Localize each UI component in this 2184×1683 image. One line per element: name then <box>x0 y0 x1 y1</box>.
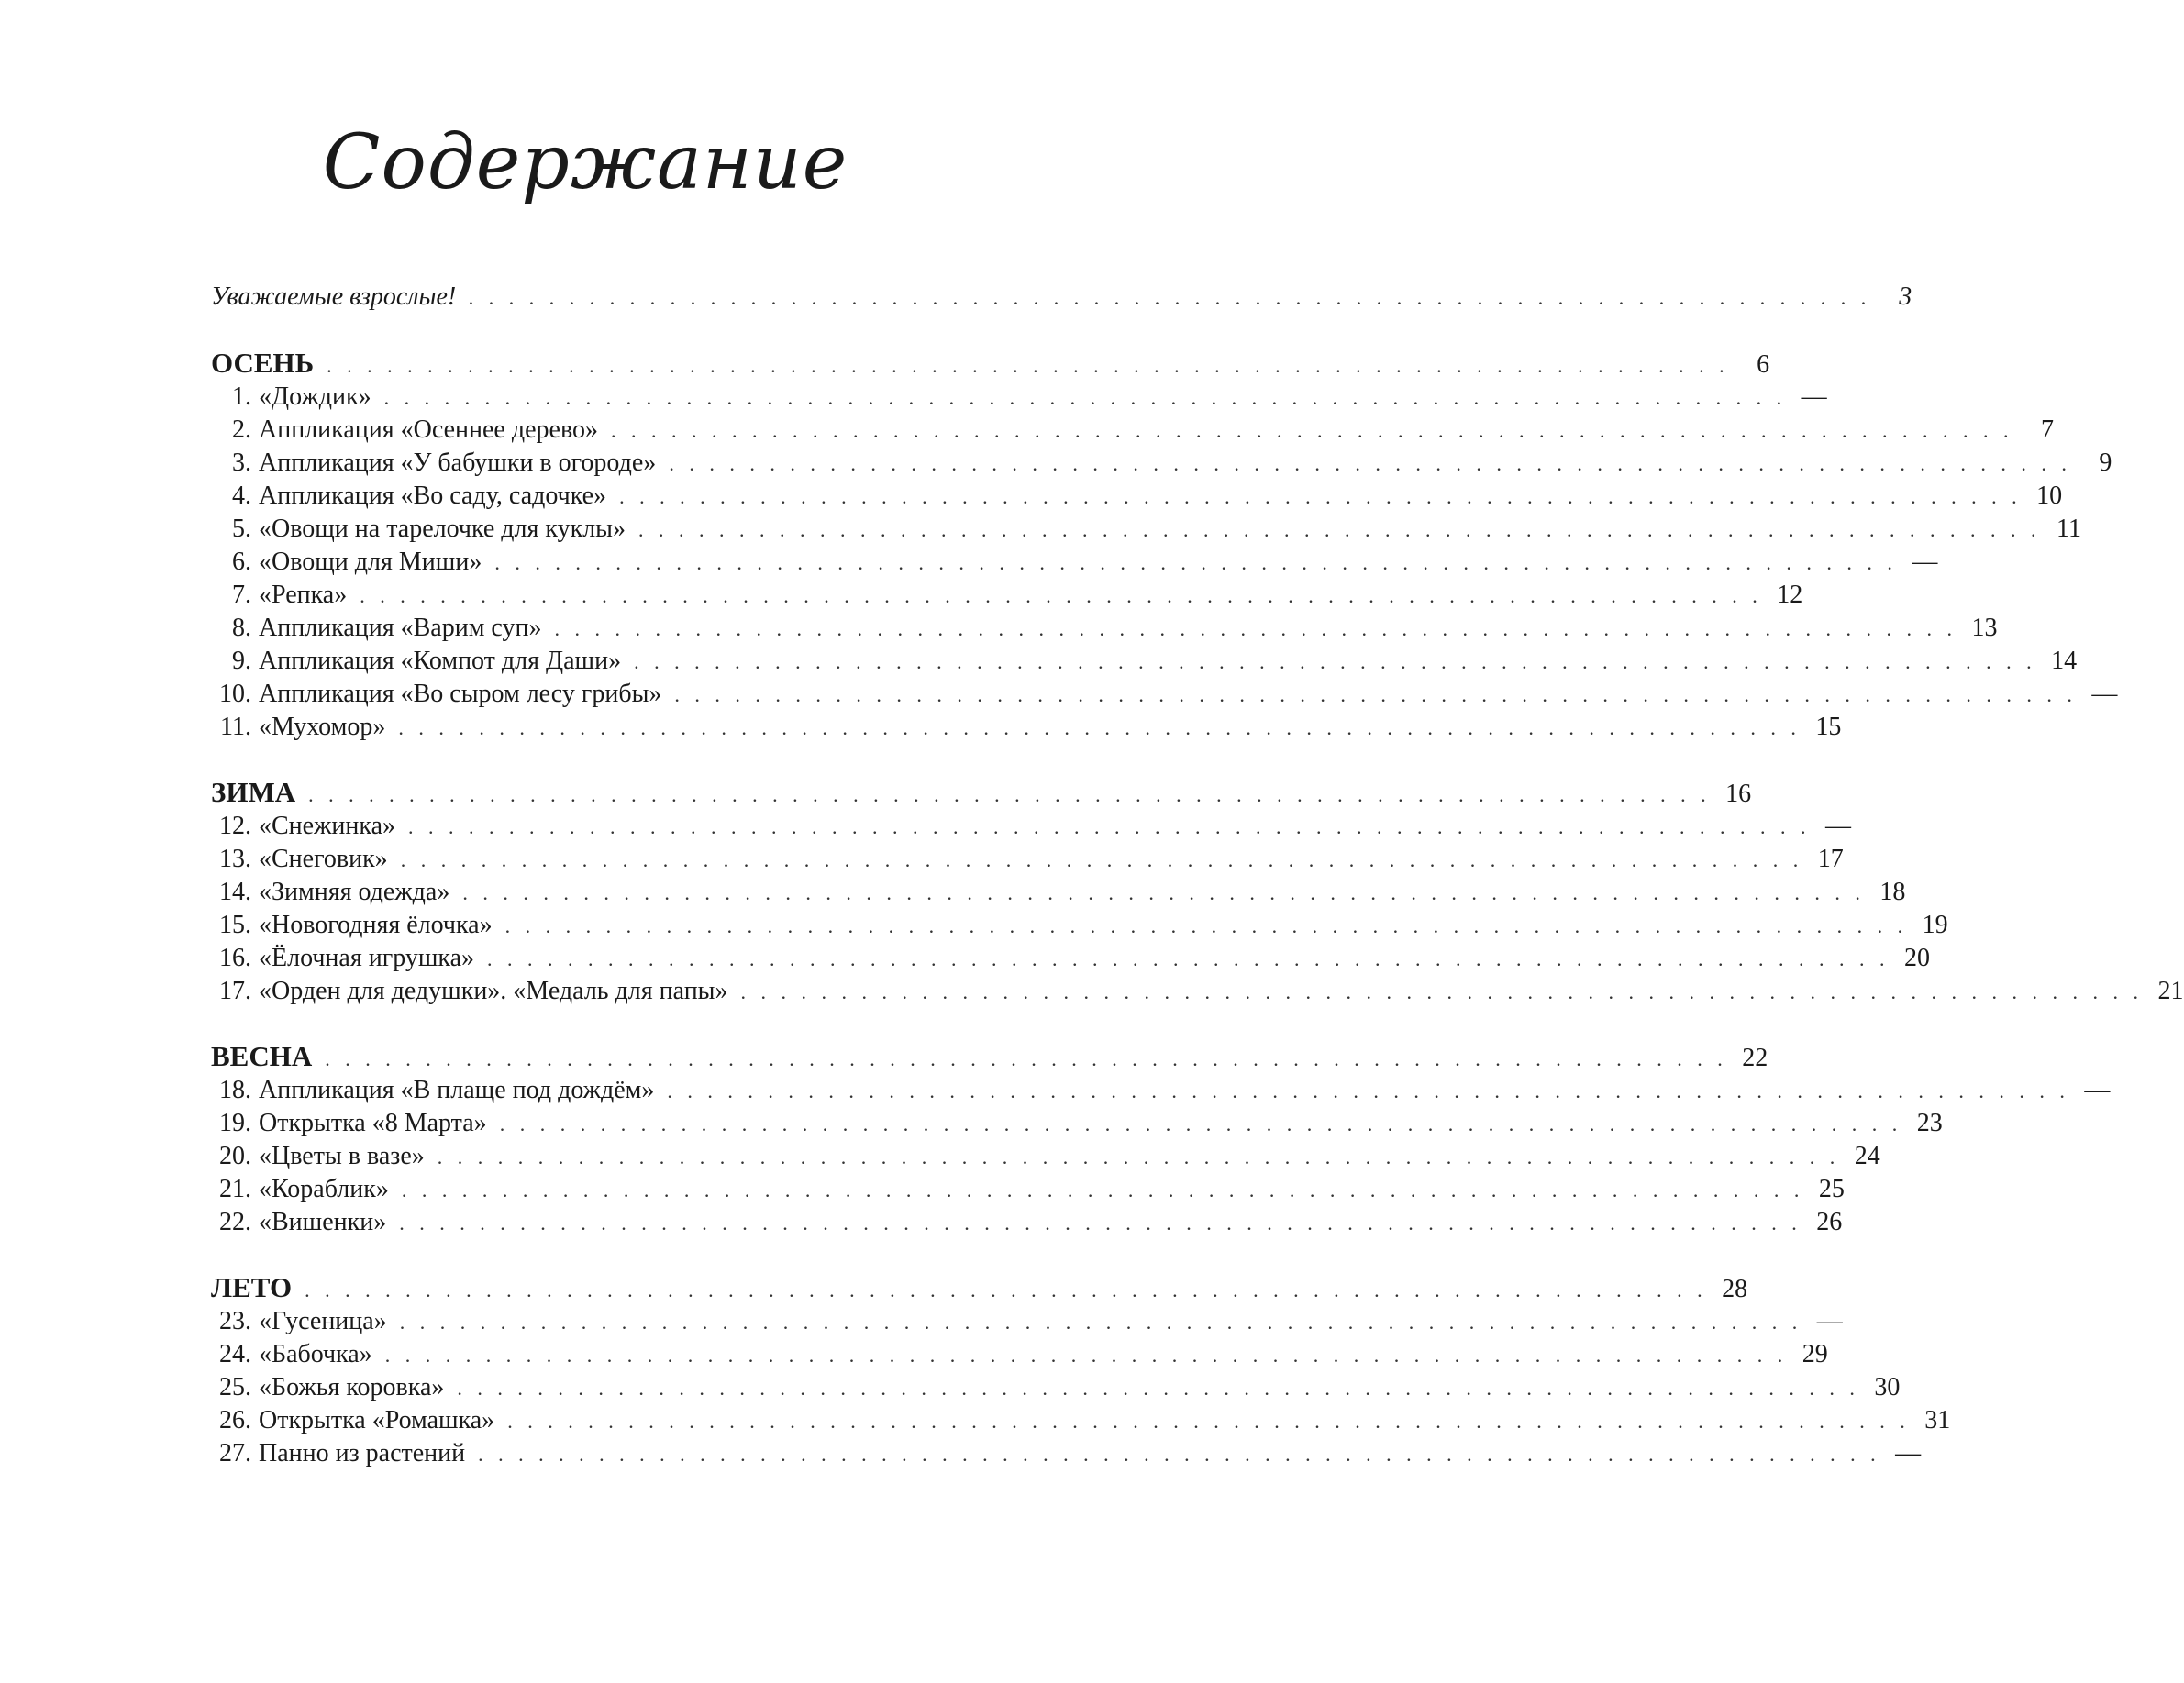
dot-leader: . . . . . . . . . . . . . . . . . . . . . . . . . . . . . . . . . . . . . . . . . . . . . . . . . . . . . . . . . . . . . . . . . . . . . . <box>325 1047 1728 1070</box>
dot-leader: . . . . . . . . . . . . . . . . . . . . . . . . . . . . . . . . . . . . . . . . . . . . . . . . . . . . . . . . . . . . . . . . . . . . . . <box>478 1443 1881 1466</box>
page-title: Содержание <box>322 119 848 206</box>
entry-page-number: 30 <box>1874 1373 1901 1401</box>
entry-number: 2. <box>232 415 251 444</box>
toc-entry[interactable] <box>211 513 2081 546</box>
entry-page-number: 14 <box>2051 647 2078 675</box>
toc-entry[interactable] <box>211 1404 1951 1437</box>
entry-page-number: 11 <box>2057 515 2081 543</box>
entry-title: «Божья коровка» <box>259 1373 445 1401</box>
entry-page-number: — <box>1912 548 1938 576</box>
dot-leader: . . . . . . . . . . . . . . . . . . . . . . . . . . . . . . . . . . . . . . . . . . . . . . . . . . . . . . . . . . . . . . . . . . . . . . <box>401 1179 1804 1201</box>
toc-entry[interactable] <box>211 1140 1880 1173</box>
entry-title: «Кораблик» <box>259 1175 389 1203</box>
entry-page-number: 25 <box>1818 1175 1845 1203</box>
entry-page-number: 17 <box>1817 845 1844 873</box>
dot-leader: . . . . . . . . . . . . . . . . . . . . . . . . . . . . . . . . . . . . . . . . . . . . . . . . . . . . . . . . . . . . . . . . . . . . . . <box>469 286 1872 309</box>
entry-page-number: 15 <box>1815 713 1842 741</box>
entry-number: 27. <box>219 1439 251 1467</box>
entry-number: 10. <box>219 680 251 708</box>
toc-entry[interactable] <box>211 1074 2111 1107</box>
entry-title: «Ёлочная игрушка» <box>259 944 474 972</box>
dot-leader: . . . . . . . . . . . . . . . . . . . . . . . . . . . . . . . . . . . . . . . . . . . . . . . . . . . . . . . . . . . . . . . . . . . . . . <box>619 485 2023 508</box>
section-heading-summer[interactable] <box>211 1270 1748 1305</box>
entry-number: 12. <box>219 812 251 840</box>
entry-page-number: 24 <box>1854 1142 1880 1170</box>
dot-leader: . . . . . . . . . . . . . . . . . . . . . . . . . . . . . . . . . . . . . . . . . . . . . . . . . . . . . . . . . . . . . . . . . . . . . . <box>494 551 1898 574</box>
entry-title: Аппликация «У бабушки в огороде» <box>259 448 657 477</box>
entry-number: 21. <box>219 1175 251 1203</box>
dot-leader: . . . . . . . . . . . . . . . . . . . . . . . . . . . . . . . . . . . . . . . . . . . . . . . . . . . . . . . . . . . . . . . . . . . . . . <box>667 1080 2070 1102</box>
dot-leader: . . . . . . . . . . . . . . . . . . . . . . . . . . . . . . . . . . . . . . . . . . . . . . . . . . . . . . . . . . . . . . . . . . . . . . <box>669 452 2072 475</box>
entry-number: 26. <box>219 1406 251 1434</box>
toc-entry[interactable] <box>211 1173 1845 1206</box>
entry-title: Аппликация «Варим суп» <box>259 614 542 642</box>
entry-number: 25. <box>219 1373 251 1401</box>
entry-title: Аппликация «В плаще под дождём» <box>259 1076 655 1104</box>
entry-page-number: 21 <box>2157 977 2184 1005</box>
section-page-number: 16 <box>1725 780 1752 808</box>
intro-text: Уважаемые взрослые! <box>211 282 457 311</box>
entry-number: 15. <box>219 911 251 939</box>
toc-entry[interactable] <box>211 579 1803 612</box>
dot-leader: . . . . . . . . . . . . . . . . . . . . . . . . . . . . . . . . . . . . . . . . . . . . . . . . . . . . . . . . . . . . . . . . . . . . . . <box>400 848 1803 871</box>
dot-leader: . . . . . . . . . . . . . . . . . . . . . . . . . . . . . . . . . . . . . . . . . . . . . . . . . . . . . . . . . . . . . . . . . . . . . . <box>462 881 1866 904</box>
entry-number: 16. <box>219 944 251 972</box>
entry-number: 11. <box>220 713 251 741</box>
toc-entry[interactable] <box>211 1107 1943 1140</box>
entry-number: 3. <box>232 448 251 477</box>
entry-title: Панно из растений <box>259 1439 466 1467</box>
entry-page-number: 9 <box>2099 448 2112 477</box>
dot-leader: . . . . . . . . . . . . . . . . . . . . . . . . . . . . . . . . . . . . . . . . . . . . . . . . . . . . . . . . . . . . . . . . . . . . . . <box>408 815 1812 838</box>
entry-page-number: — <box>2091 680 2118 708</box>
toc-entry[interactable] <box>211 909 1948 942</box>
toc-entry[interactable] <box>211 1338 1828 1371</box>
entry-title: «Снеговик» <box>259 845 388 873</box>
toc-entry[interactable] <box>211 447 2112 480</box>
toc-entry[interactable] <box>211 810 1852 843</box>
dot-leader: . . . . . . . . . . . . . . . . . . . . . . . . . . . . . . . . . . . . . . . . . . . . . . . . . . . . . . . . . . . . . . . . . . . . . . <box>507 1410 1911 1433</box>
section-title: ВЕСНА <box>211 1040 313 1072</box>
entry-title: «Овощи для Миши» <box>259 548 482 576</box>
entry-title: «Снежинка» <box>259 812 396 840</box>
entry-number: 17. <box>219 977 251 1005</box>
dot-leader: . . . . . . . . . . . . . . . . . . . . . . . . . . . . . . . . . . . . . . . . . . . . . . . . . . . . . . . . . . . . . . . . . . . . . . <box>457 1377 1860 1400</box>
entry-title: Аппликация «Во сыром лесу грибы» <box>259 680 662 708</box>
entry-number: 4. <box>232 482 251 510</box>
toc-entry[interactable] <box>211 480 2063 513</box>
entry-page-number: 31 <box>1924 1406 1951 1434</box>
entry-title: Открытка «8 Марта» <box>259 1109 487 1137</box>
entry-number: 19. <box>219 1109 251 1137</box>
entry-title: «Репка» <box>259 581 348 609</box>
toc-entry[interactable] <box>211 1305 1843 1338</box>
toc-intro-row[interactable] <box>211 280 1912 315</box>
dot-leader: . . . . . . . . . . . . . . . . . . . . . . . . . . . . . . . . . . . . . . . . . . . . . . . . . . . . . . . . . . . . . . . . . . . . . . <box>740 980 2144 1003</box>
entry-title: «Орден для дедушки». «Медаль для папы» <box>259 977 728 1005</box>
toc-entry[interactable] <box>211 645 2078 678</box>
entry-page-number: 12 <box>1777 581 1803 609</box>
entry-number: 22. <box>219 1208 251 1236</box>
entry-page-number: — <box>1816 1307 1843 1335</box>
entry-page-number: 18 <box>1879 878 1906 906</box>
entry-title: «Мухомор» <box>259 713 386 741</box>
entry-number: 23. <box>219 1307 251 1335</box>
section-page-number: 22 <box>1742 1044 1768 1072</box>
dot-leader: . . . . . . . . . . . . . . . . . . . . . . . . . . . . . . . . . . . . . . . . . . . . . . . . . . . . . . . . . . . . . . . . . . . . . . <box>634 650 2037 673</box>
dot-leader: . . . . . . . . . . . . . . . . . . . . . . . . . . . . . . . . . . . . . . . . . . . . . . . . . . . . . . . . . . . . . . . . . . . . . . <box>638 518 2041 541</box>
entry-title: Аппликация «Компот для Даши» <box>259 647 622 675</box>
toc-entry[interactable] <box>211 876 1906 909</box>
section-heading-winter[interactable] <box>211 775 1752 810</box>
entry-page-number: — <box>1801 382 1827 411</box>
entry-number: 13. <box>219 845 251 873</box>
toc-entry[interactable] <box>211 1437 1922 1470</box>
entry-title: «Цветы в вазе» <box>259 1142 425 1170</box>
entry-title: Аппликация «Во саду, садочке» <box>259 482 607 510</box>
entry-page-number: 19 <box>1922 911 1948 939</box>
entry-number: 20. <box>219 1142 251 1170</box>
entry-title: «Новогодняя ёлочка» <box>259 911 493 939</box>
entry-number: 18. <box>219 1076 251 1104</box>
dot-leader: . . . . . . . . . . . . . . . . . . . . . . . . . . . . . . . . . . . . . . . . . . . . . . . . . . . . . . . . . . . . . . . . . . . . . . <box>674 683 2078 706</box>
dot-leader: . . . . . . . . . . . . . . . . . . . . . . . . . . . . . . . . . . . . . . . . . . . . . . . . . . . . . . . . . . . . . . . . . . . . . . <box>308 783 1712 806</box>
section-heading-spring[interactable] <box>211 1039 1768 1074</box>
dot-leader: . . . . . . . . . . . . . . . . . . . . . . . . . . . . . . . . . . . . . . . . . . . . . . . . . . . . . . . . . . . . . . . . . . . . . . <box>399 1311 1802 1334</box>
section-title: ЛЕТО <box>211 1271 293 1303</box>
entry-number: 24. <box>219 1340 251 1368</box>
toc-entry[interactable] <box>211 546 1938 579</box>
table-of-contents <box>211 280 2184 1470</box>
entry-page-number: 20 <box>1904 944 1930 972</box>
toc-entry[interactable] <box>211 942 1930 975</box>
entry-title: «Дождик» <box>259 382 371 411</box>
entry-number: 8. <box>232 614 251 642</box>
section-title: ЗИМА <box>211 776 296 808</box>
section-heading-autumn[interactable] <box>211 346 1770 381</box>
toc-entry[interactable] <box>211 414 2054 447</box>
entry-page-number: 10 <box>2036 482 2063 510</box>
entry-title: «Зимняя одежда» <box>259 878 450 906</box>
entry-title: «Гусеница» <box>259 1307 387 1335</box>
toc-entry[interactable] <box>211 678 2118 711</box>
dot-leader: . . . . . . . . . . . . . . . . . . . . . . . . . . . . . . . . . . . . . . . . . . . . . . . . . . . . . . . . . . . . . . . . . . . . . . <box>384 1344 1788 1367</box>
entry-title: «Вишенки» <box>259 1208 387 1236</box>
dot-leader: . . . . . . . . . . . . . . . . . . . . . . . . . . . . . . . . . . . . . . . . . . . . . . . . . . . . . . . . . . . . . . . . . . . . . . <box>399 1212 1802 1235</box>
entry-number: 14. <box>219 878 251 906</box>
dot-leader: . . . . . . . . . . . . . . . . . . . . . . . . . . . . . . . . . . . . . . . . . . . . . . . . . . . . . . . . . . . . . . . . . . . . . . <box>554 617 1957 640</box>
dot-leader: . . . . . . . . . . . . . . . . . . . . . . . . . . . . . . . . . . . . . . . . . . . . . . . . . . . . . . . . . . . . . . . . . . . . . . <box>487 947 1890 970</box>
entry-number: 9. <box>232 647 251 675</box>
entry-page-number: 7 <box>2040 415 2054 444</box>
dot-leader: . . . . . . . . . . . . . . . . . . . . . . . . . . . . . . . . . . . . . . . . . . . . . . . . . . . . . . . . . . . . . . . . . . . . . . <box>398 716 1802 739</box>
toc-entry[interactable] <box>211 1206 1843 1239</box>
dot-leader: . . . . . . . . . . . . . . . . . . . . . . . . . . . . . . . . . . . . . . . . . . . . . . . . . . . . . . . . . . . . . . . . . . . . . . <box>499 1113 1902 1135</box>
entry-page-number: 13 <box>1971 614 1998 642</box>
dot-leader: . . . . . . . . . . . . . . . . . . . . . . . . . . . . . . . . . . . . . . . . . . . . . . . . . . . . . . . . . . . . . . . . . . . . . . <box>504 914 1908 937</box>
dot-leader: . . . . . . . . . . . . . . . . . . . . . . . . . . . . . . . . . . . . . . . . . . . . . . . . . . . . . . . . . . . . . . . . . . . . . . <box>383 386 1787 409</box>
dot-leader: . . . . . . . . . . . . . . . . . . . . . . . . . . . . . . . . . . . . . . . . . . . . . . . . . . . . . . . . . . . . . . . . . . . . . . <box>327 354 1730 377</box>
entry-page-number: — <box>1895 1439 1922 1467</box>
entry-number: 1. <box>232 382 251 411</box>
toc-entry[interactable] <box>211 975 2184 1008</box>
toc-entry[interactable] <box>211 711 1842 744</box>
entry-number: 5. <box>232 515 251 543</box>
entry-number: 7. <box>232 581 251 609</box>
section-title: ОСЕНЬ <box>211 347 315 379</box>
entry-page-number: 29 <box>1802 1340 1828 1368</box>
entry-title: «Бабочка» <box>259 1340 372 1368</box>
dot-leader: . . . . . . . . . . . . . . . . . . . . . . . . . . . . . . . . . . . . . . . . . . . . . . . . . . . . . . . . . . . . . . . . . . . . . . <box>305 1279 1708 1301</box>
toc-entry[interactable] <box>211 381 1827 414</box>
entry-title: «Овощи на тарелочке для куклы» <box>259 515 626 543</box>
entry-page-number: — <box>1825 812 1852 840</box>
dot-leader: . . . . . . . . . . . . . . . . . . . . . . . . . . . . . . . . . . . . . . . . . . . . . . . . . . . . . . . . . . . . . . . . . . . . . . <box>610 419 2013 442</box>
entry-page-number: 26 <box>1816 1208 1843 1236</box>
intro-page-number: 3 <box>1899 282 1912 311</box>
section-page-number: 28 <box>1722 1275 1748 1303</box>
toc-entry[interactable] <box>211 612 1998 645</box>
entry-title: Открытка «Ромашка» <box>259 1406 495 1434</box>
dot-leader: . . . . . . . . . . . . . . . . . . . . . . . . . . . . . . . . . . . . . . . . . . . . . . . . . . . . . . . . . . . . . . . . . . . . . . <box>360 584 1763 607</box>
entry-page-number: — <box>2084 1076 2111 1104</box>
dot-leader: . . . . . . . . . . . . . . . . . . . . . . . . . . . . . . . . . . . . . . . . . . . . . . . . . . . . . . . . . . . . . . . . . . . . . . <box>437 1146 1840 1168</box>
toc-entry[interactable] <box>211 843 1844 876</box>
toc-entry[interactable] <box>211 1371 1901 1404</box>
entry-page-number: 23 <box>1916 1109 1943 1137</box>
section-page-number: 6 <box>1757 350 1770 379</box>
entry-number: 6. <box>232 548 251 576</box>
entry-title: Аппликация «Осеннее дерево» <box>259 415 598 444</box>
